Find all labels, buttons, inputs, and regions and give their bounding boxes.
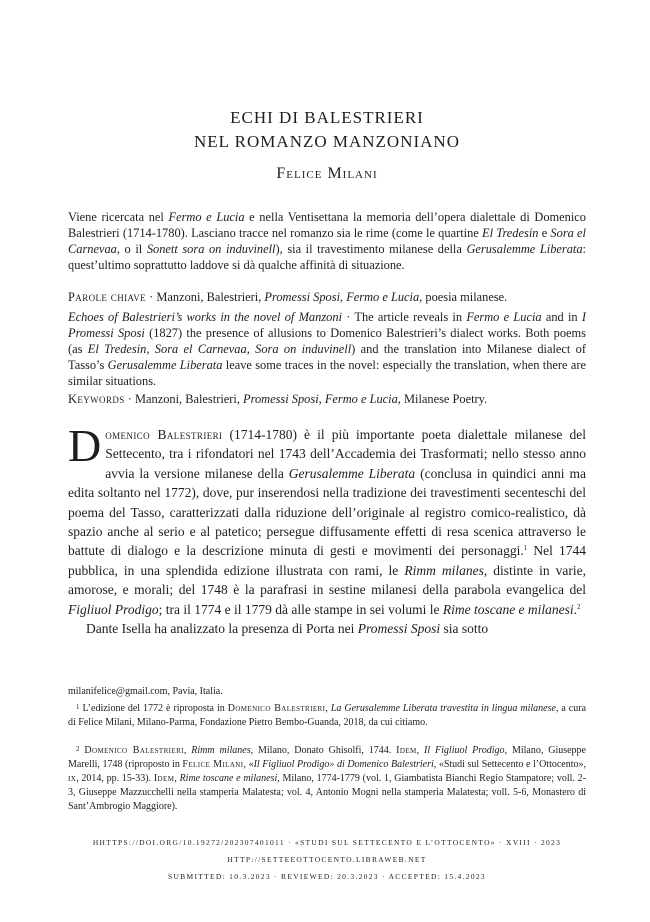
footnote-2: $^2$ Domenico Balestrieri, Rimm milanes, Milano, Donato Ghisolfi, 1744. Idem, Il Figliuol Prodigo, Milano, Giuseppe Marelli, 1748 (riproposto in Felice Milani, «Il Figliuol Prodigo» di Domenico Balestrieri, «Studi sul Settecento e l’Ottocento», ix, 2014, pp. 15-33). Idem, Rime toscane e milanesi, Milano, 1774-1779 (vol. 1, Giambatista Bianchi Regio Stampatore; voll. 2-3, Giuseppe Mazzucchelli nella stamperia Malatesta; vol. 4, Antonio Mogni nella stamperia Malatesta; voll. 5-6, Monastero di Sant’Ambrogio Maggiore). <box>68 745 587 812</box>
author-name: Felice Milani <box>276 165 378 182</box>
body-text <box>68 420 586 638</box>
abstract-italian: Viene ricercata nel Fermo e Lucia e nella Ventisettana la memoria dell’opera dialettale di Domenico Balestrieri (1714-1780). Lasciano tracce nel romanzo sia le rime (come le quartine El Tredesin e Sora el Carnevaa, o il Sonett sora on induvinell), sia il travestimento milanese della Gerusalemme Liberata: quest’ultimo soprattutto laddove si dà qualche affinità di situazione. <box>68 210 587 272</box>
footer-dates: SUBMITTED: 10.3.2023 · REVIEWED: 20.3.2023 · ACCEPTED: 15.4.2023 <box>168 872 486 881</box>
body-paragraph: Dante Isella ha analizzato la presenza di Porta nei Promessi Sposi sia sotto <box>86 621 489 637</box>
author-name-inline: omenico Balestrieri <box>105 427 223 442</box>
article-title-line-1: ECHI DI BALESTRIERI <box>230 108 424 127</box>
keywords-label: Keywords <box>68 392 125 406</box>
footer-doi-line[interactable]: HHTTPS://DOI.ORG/10.19272/202307401011 · «STUDI SUL SETTECENTO E L’OTTOCENTO» · XVIII · 2023 <box>92 838 562 847</box>
footnote-ref[interactable]: 1 <box>523 544 528 553</box>
body-paragraph: Domenico Balestrieri (1714-1780) è il più importante poeta dialettale milanese del Settecento, tra i rifondatori nel 1743 dell’Accademia dei Trasformati; nello stesso anno avvia la versione milanese della Gerusalemme Liberata (conclusa in quindici anni ma edita soltanto nel 1772), dove, pur inserendosi nella tradizione dei travestimenti secenteschi del poema del Tasso, caratterizzati dalla riduzione dell’originale al registro comico-realistico, dà spazio anche al serio e al patetico; persegue diffusamente effetti di resa scenica attraverso le battute di dialogo e la descrizione minuta di gesti e movimenti dei personaggi.$^1$ Nel 1744 pubblica, in una splendida edizione illustrata con rami, le Rimm milanes, distinte in varie, amorose, e morali; del 1748 è la parafrasi in sestine milanesi della parabola evangelica del Figliuol Prodigo; tra il 1774 e il 1779 dà alle stampe in sei volumi le Rime toscane e milanesi.$^2$ <box>68 420 586 617</box>
drop-cap: D <box>68 420 102 471</box>
footnote-1: $^1$ L’edizione del 1772 è riproposta in Domenico Balestrieri, La Gerusalemme Liberata travestita in lingua milanese, a cura di Felice Milani, Milano-Parma, Fondazione Pietro Bembo-Guanda, 2018, da cui citiamo. <box>68 703 587 728</box>
article-title-line-2: NEL ROMANZO MANZONIANO <box>194 132 460 151</box>
keywords-english: Keywords · Manzoni, Balestrieri, Promessi Sposi, Fermo e Lucia, Milanese Poetry. <box>68 392 488 406</box>
keywords-label: Parole chiave <box>68 290 147 304</box>
footnote-contact: milanifelice@gmail.com, Pavia, Italia. <box>68 686 223 697</box>
footnote-ref[interactable]: 2 <box>577 602 581 611</box>
keywords-italian: Parole chiave · Manzoni, Balestrieri, Promessi Sposi, Fermo e Lucia, poesia milanese. <box>68 290 508 304</box>
footer-website[interactable]: HTTP://SETTEEOTTOCENTO.LIBRAWEB.NET <box>227 855 427 864</box>
abstract-english: Echoes of Balestrieri’s works in the novel of Manzoni · The article reveals in Fermo e Lucia and in I Promessi Sposi (1827) the presence of allusions to Domenico Balestrieri’s dialect works. Both poems (as El Tredesin, Sora el Carnevaa, Sora on induvinell) and the translation into Milanese dialect of Tasso’s Gerusalemme Liberata leave some traces in the novel: especially the translation, when there are similar situations. <box>68 310 587 388</box>
